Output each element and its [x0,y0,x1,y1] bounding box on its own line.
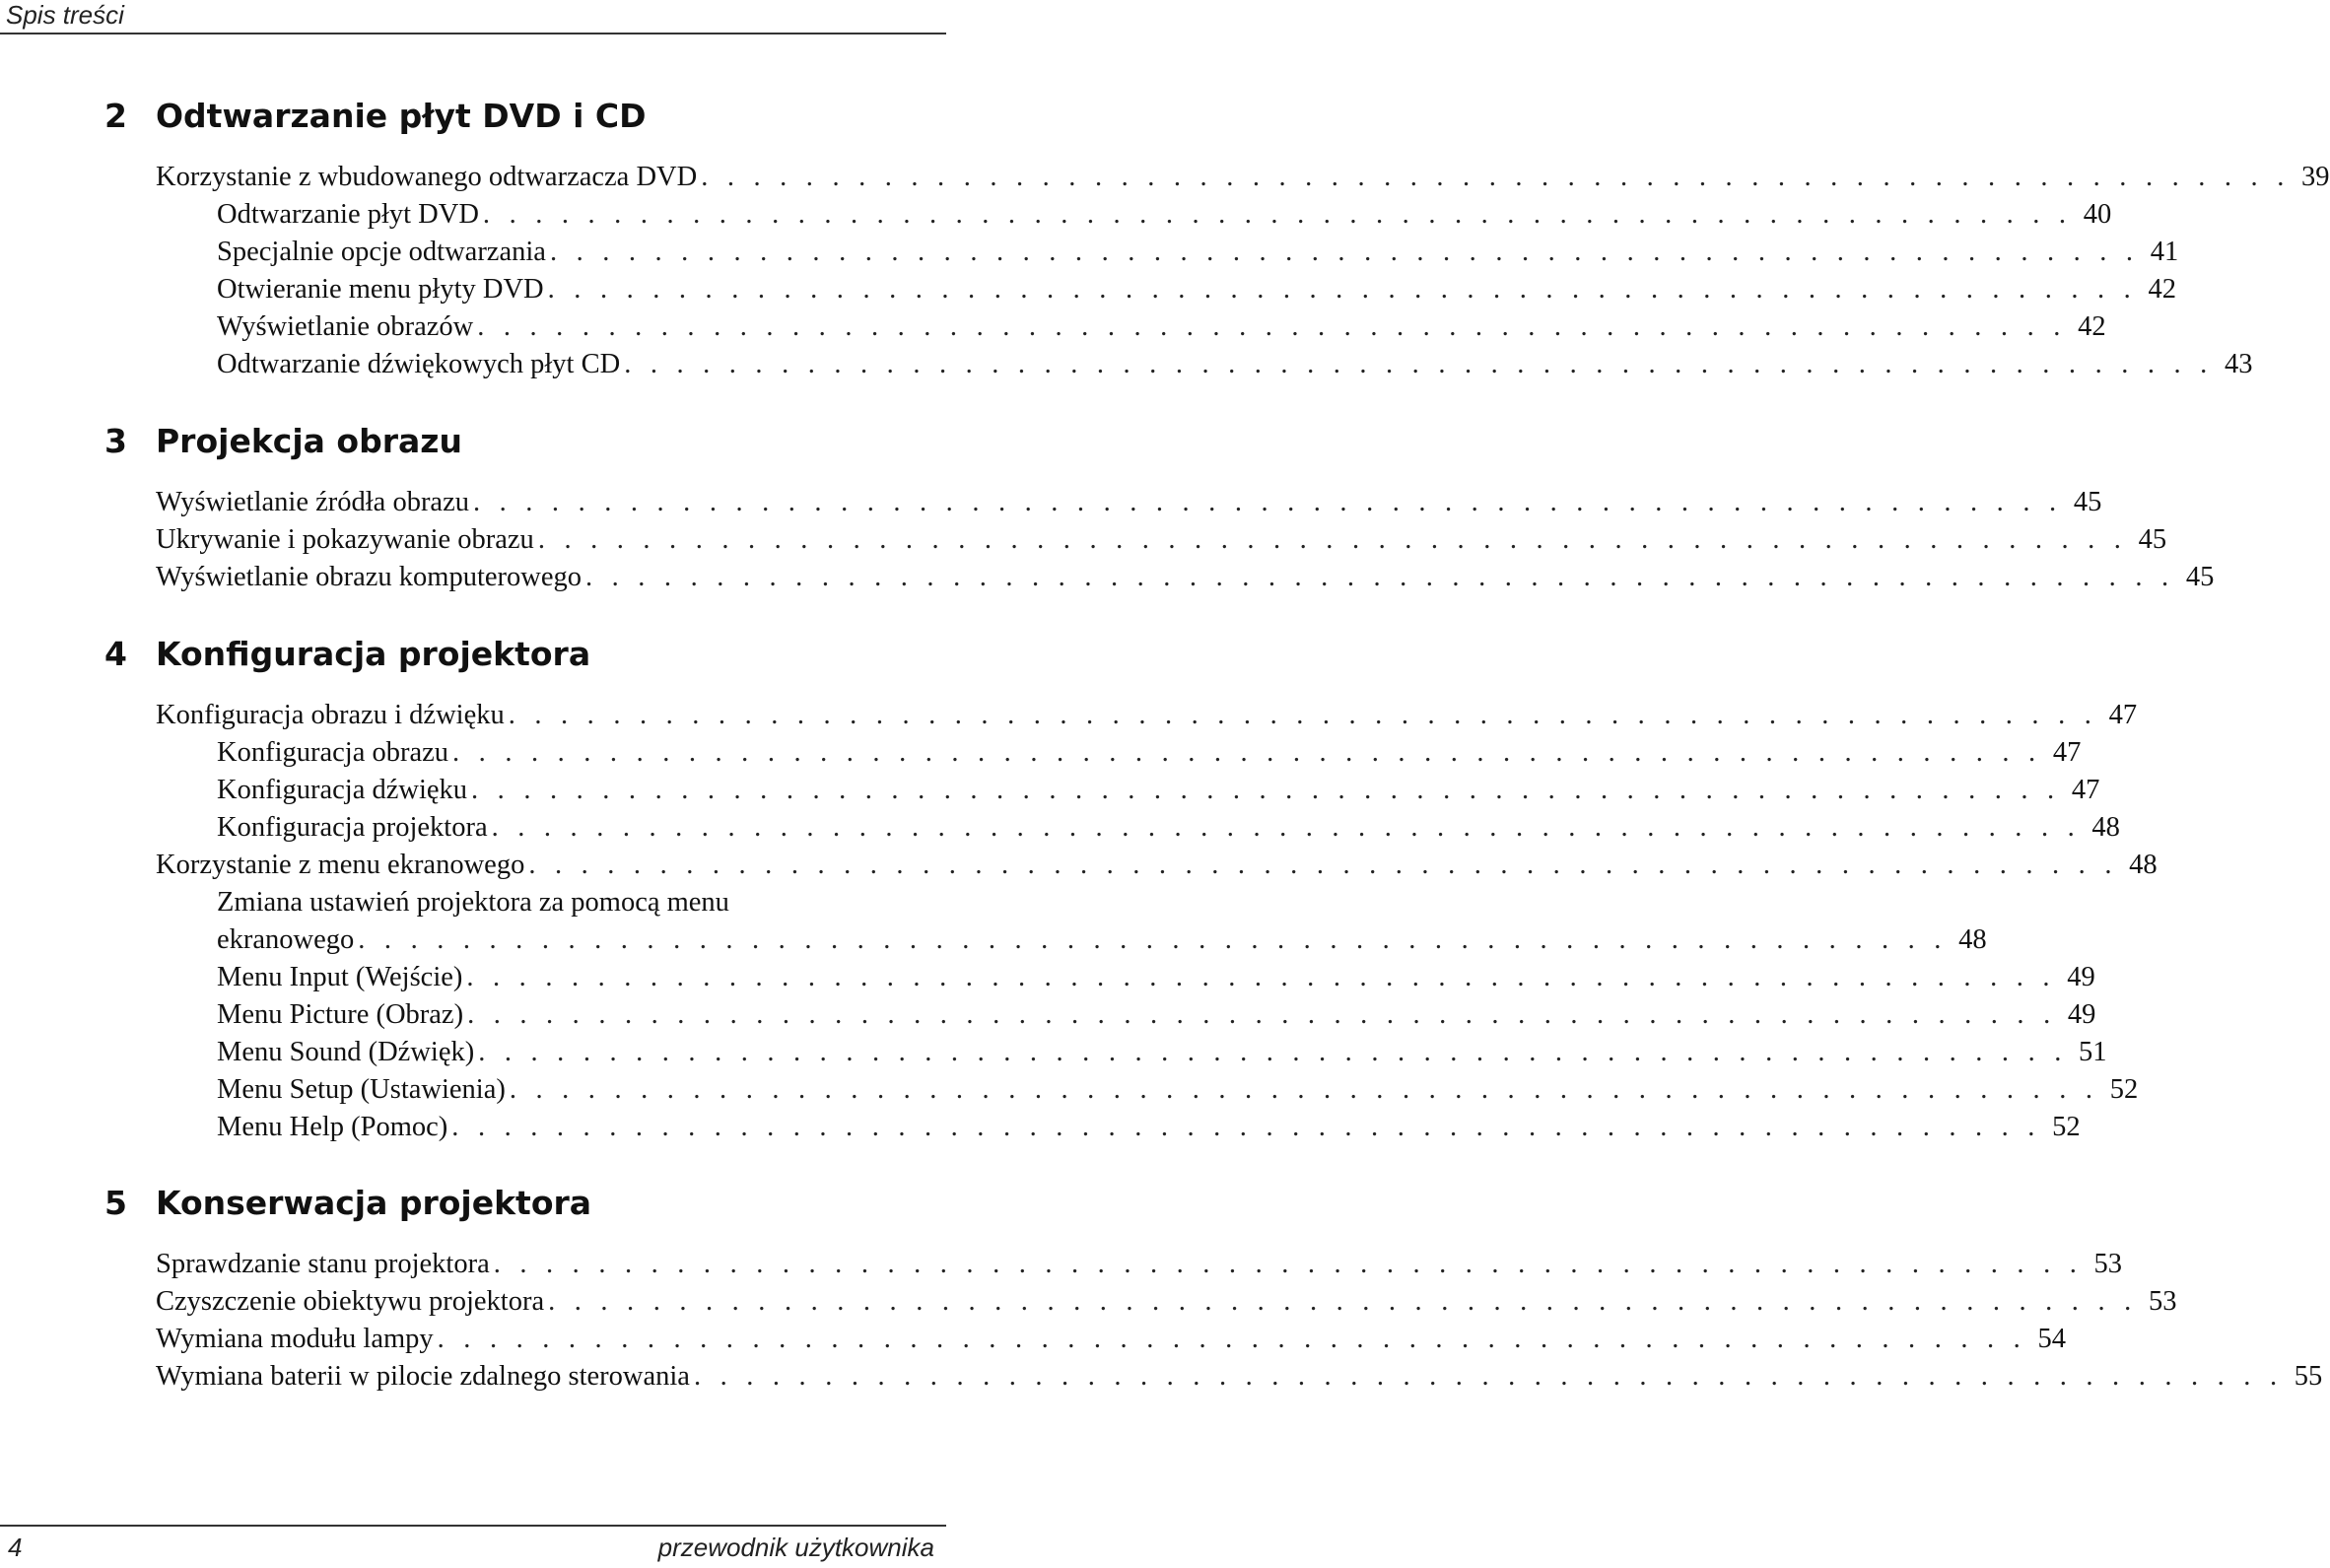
toc-leader: . . . . . . . . . . . . . . . . . . . . . . . . . . . . . . . . . . . . . . . . . . . . . . . . . . . . . . . . . . . . . [466,962,2056,992]
toc-entry[interactable] [217,1110,2081,1145]
footer-page-number: 4 [8,1533,23,1562]
toc-page-number: 45 [2073,487,2102,517]
toc-leader: . . . . . . . . . . . . . . . . . . . . . . . . . . . . . . . . . . . . . . . . . . . . . . . . . . . . . . . . . . . . . [477,311,2067,342]
toc-entry-label: Wyświetlanie obrazów [217,311,474,342]
toc-leader: . . . . . . . . . . . . . . . . . . . . . . . . . . . . . . . . . . . . . . . . . . . . . . . . . . . . . . . . . . . . . [549,237,2140,267]
footer-book-title: przewodnik użytkownika [657,1533,934,1562]
toc-entry-label: Sprawdzanie stanu projektora [156,1249,490,1279]
toc-page-number: 47 [2108,700,2138,730]
toc-leader: . . . . . . . . . . . . . . . . . . . . . . . . . . . . . . . . . . . . . . . . . . . . . . . . . . . . . . . . . . . . . [528,850,2118,880]
toc-leader: . . . . . . . . . . . . . . . . . . . . . . . . . . . . . . . . . . . . . . . . . . . . . . . . . . . . . . . . . . . . . [467,999,2057,1030]
toc-entry[interactable] [156,1322,2066,1357]
chapter-number: 3 [104,422,127,460]
toc-entry[interactable] [217,735,2082,771]
toc-entry[interactable] [217,922,1987,958]
toc-entry[interactable] [156,1247,2123,1282]
toc-leader: . . . . . . . . . . . . . . . . . . . . . . . . . . . . . . . . . . . . . . . . . . . . . . . . . . . . . . . . . . . . . [451,1112,2041,1142]
toc-page-number: 47 [2071,775,2100,805]
toc-page-number: 48 [1958,924,1987,955]
toc-entry-label: Menu Input (Wejście) [217,962,463,992]
toc-entry[interactable] [217,272,2176,307]
chapter-2-heading[interactable] [104,97,647,136]
toc-page-number: 40 [2083,199,2112,230]
toc-entry[interactable] [156,1284,2177,1320]
toc-entry[interactable] [156,560,2215,595]
toc-leader: . . . . . . . . . . . . . . . . . . . . . . . . . . . . . . . . . . . . . . . . . . . . . . . . . . . . . . . . . . . . . [478,1037,2068,1067]
toc-page-number: 53 [2093,1249,2123,1279]
toc-entry[interactable] [217,810,2120,846]
toc-entry-label: Wyświetlanie obrazu komputerowego [156,562,582,592]
toc-entry[interactable] [156,522,2167,558]
toc-leader: . . . . . . . . . . . . . . . . . . . . . . . . . . . . . . . . . . . . . . . . . . . . . . . . . . . . . . . . . . . . . [472,487,2063,517]
toc-entry-label: Konfiguracja projektora [217,812,488,843]
toc-entry[interactable] [217,235,2179,270]
chapter-title: Konserwacja projektora [156,1184,592,1222]
toc-entry[interactable] [217,960,2095,995]
toc-leader: . . . . . . . . . . . . . . . . . . . . . . . . . . . . . . . . . . . . . . . . . . . . . . . . . . . . . . . . . . . . . [509,1074,2099,1105]
toc-leader: . . . . . . . . . . . . . . . . . . . . . . . . . . . . . . . . . . . . . . . . . . . . . . . . . . . . . . . . . . . . . [693,1361,2284,1392]
toc-leader: . . . . . . . . . . . . . . . . . . . . . . . . . . . . . . . . . . . . . . . . . . . . . . . . . . . . . . . . . . . . . [548,1286,2138,1317]
toc-entry-label: Specjalnie opcje odtwarzania [217,237,546,267]
toc-leader: . . . . . . . . . . . . . . . . . . . . . . . . . . . . . . . . . . . . . . . . . . . . . . . . . . . . . . . . . . . . . [491,812,2081,843]
toc-leader: . . . . . . . . . . . . . . . . . . . . . . . . . . . . . . . . . . . . . . . . . . . . . . . . . . . . . . . . . . . . . [537,524,2128,555]
toc-leader: . . . . . . . . . . . . . . . . . . . . . . . . . . . . . . . . . . . . . . . . . . . . . . . . . . . . . . . . . . . . . [584,562,2175,592]
toc-page-number: 52 [2052,1112,2081,1142]
chapter-title: Odtwarzanie płyt DVD i CD [156,97,647,135]
toc-entry-label: Menu Setup (Ustawienia) [217,1074,506,1105]
toc-entry-label: Korzystanie z wbudowanego odtwarzacza DVD [156,162,698,192]
toc-entry[interactable] [156,848,2158,883]
chapter-number: 2 [104,97,127,135]
toc-entry-label: Menu Help (Pomoc) [217,1112,448,1142]
chapter-3-heading[interactable] [104,422,462,461]
toc-entry-label: Wymiana modułu lampy [156,1324,434,1354]
toc-page-number: 55 [2294,1361,2323,1392]
toc-page-number: 47 [2052,737,2082,768]
toc-leader: . . . . . . . . . . . . . . . . . . . . . . . . . . . . . . . . . . . . . . . . . . . . . . . . . . . . . . . . . . . . . [493,1249,2084,1279]
toc-entry-label: Wymiana baterii w pilocie zdalnego sterowania [156,1361,690,1392]
toc-entry-label: Korzystanie z menu ekranowego [156,850,525,880]
toc-entry[interactable] [217,1035,2107,1070]
toc-entry[interactable] [156,698,2138,733]
footer-rule [0,1525,946,1527]
toc-entry-label-line1[interactable]: Zmiana ustawień projektora za pomocą menu [217,887,729,918]
toc-leader: . . . . . . . . . . . . . . . . . . . . . . . . . . . . . . . . . . . . . . . . . . . . . . . . . . . . . . . . . . . . . [508,700,2098,730]
toc-page-number: 39 [2301,162,2330,192]
toc-entry[interactable] [217,309,2106,345]
toc-entry-label: ekranowego [217,924,355,955]
toc-entry[interactable] [217,1072,2139,1108]
toc-page-number: 51 [2079,1037,2107,1067]
chapter-number: 5 [104,1184,127,1222]
toc-entry-label: Ukrywanie i pokazywanie obrazu [156,524,534,555]
toc-leader: . . . . . . . . . . . . . . . . . . . . . . . . . . . . . . . . . . . . . . . . . . . . . . . . . . . . . . . . . . . . . [482,199,2073,230]
toc-entry-label: Odtwarzanie płyt DVD [217,199,479,230]
toc-entry-label: Menu Sound (Dźwięk) [217,1037,475,1067]
chapter-title: Projekcja obrazu [156,422,462,460]
chapter-title: Konfiguracja projektora [156,635,591,673]
chapter-number: 4 [104,635,127,673]
toc-page-number: 48 [2129,850,2158,880]
toc-entry-label: Wyświetlanie źródła obrazu [156,487,469,517]
toc-entry[interactable] [156,160,2330,195]
toc-entry-label: Odtwarzanie dźwiękowych płyt CD [217,349,621,379]
toc-entry[interactable] [217,997,2096,1033]
toc-entry[interactable] [217,347,2253,382]
toc-page-number: 43 [2225,349,2253,379]
toc-page-number: 49 [2067,999,2096,1030]
header-rule [0,33,946,34]
toc-page-number: 49 [2067,962,2095,992]
toc-entry-label: Czyszczenie obiektywu projektora [156,1286,545,1317]
toc-page-number: 45 [2185,562,2215,592]
toc-leader: . . . . . . . . . . . . . . . . . . . . . . . . . . . . . . . . . . . . . . . . . . . . . . . . . . . . . . . . . . . . . [452,737,2042,768]
toc-entry-label: Konfiguracja obrazu [217,737,449,768]
toc-page-number: 53 [2148,1286,2177,1317]
chapter-4-heading[interactable] [104,635,590,674]
toc-leader: . . . . . . . . . . . . . . . . . . . . . . . . . . . . . . . . . . . . . . . . . . . . . . . . . . . . . . . . . . . . . [624,349,2214,379]
toc-leader: . . . . . . . . . . . . . . . . . . . . . . . . . . . . . . . . . . . . . . . . . . . . . . . . . . . . . . . . . . . . . [701,162,2291,192]
toc-leader: . . . . . . . . . . . . . . . . . . . . . . . . . . . . . . . . . . . . . . . . . . . . . . . . . . . . . . . . . . . . . [358,924,1948,955]
chapter-5-heading[interactable] [104,1184,591,1223]
toc-entry-label: Konfiguracja obrazu i dźwięku [156,700,505,730]
toc-page-number: 41 [2150,237,2179,267]
toc-page-number: 54 [2037,1324,2066,1354]
toc-entry[interactable] [156,485,2102,520]
running-header: Spis treści [6,0,124,30]
toc-entry[interactable] [217,197,2112,233]
toc-entry[interactable] [217,773,2100,808]
toc-entry-label: Otwieranie menu płyty DVD [217,274,544,305]
toc-page-number: 42 [2148,274,2176,305]
toc-page-number: 52 [2109,1074,2139,1105]
toc-entry-label: Konfiguracja dźwięku [217,775,468,805]
toc-entry-label: Menu Picture (Obraz) [217,999,464,1030]
toc-leader: . . . . . . . . . . . . . . . . . . . . . . . . . . . . . . . . . . . . . . . . . . . . . . . . . . . . . . . . . . . . . [547,274,2137,305]
toc-page-number: 48 [2091,812,2120,843]
toc-page-number: 42 [2078,311,2106,342]
toc-leader: . . . . . . . . . . . . . . . . . . . . . . . . . . . . . . . . . . . . . . . . . . . . . . . . . . . . . . . . . . . . . [471,775,2061,805]
toc-page-number: 45 [2138,524,2167,555]
toc-leader: . . . . . . . . . . . . . . . . . . . . . . . . . . . . . . . . . . . . . . . . . . . . . . . . . . . . . . . . . . . . . [437,1324,2026,1354]
toc-entry[interactable] [156,1359,2323,1395]
